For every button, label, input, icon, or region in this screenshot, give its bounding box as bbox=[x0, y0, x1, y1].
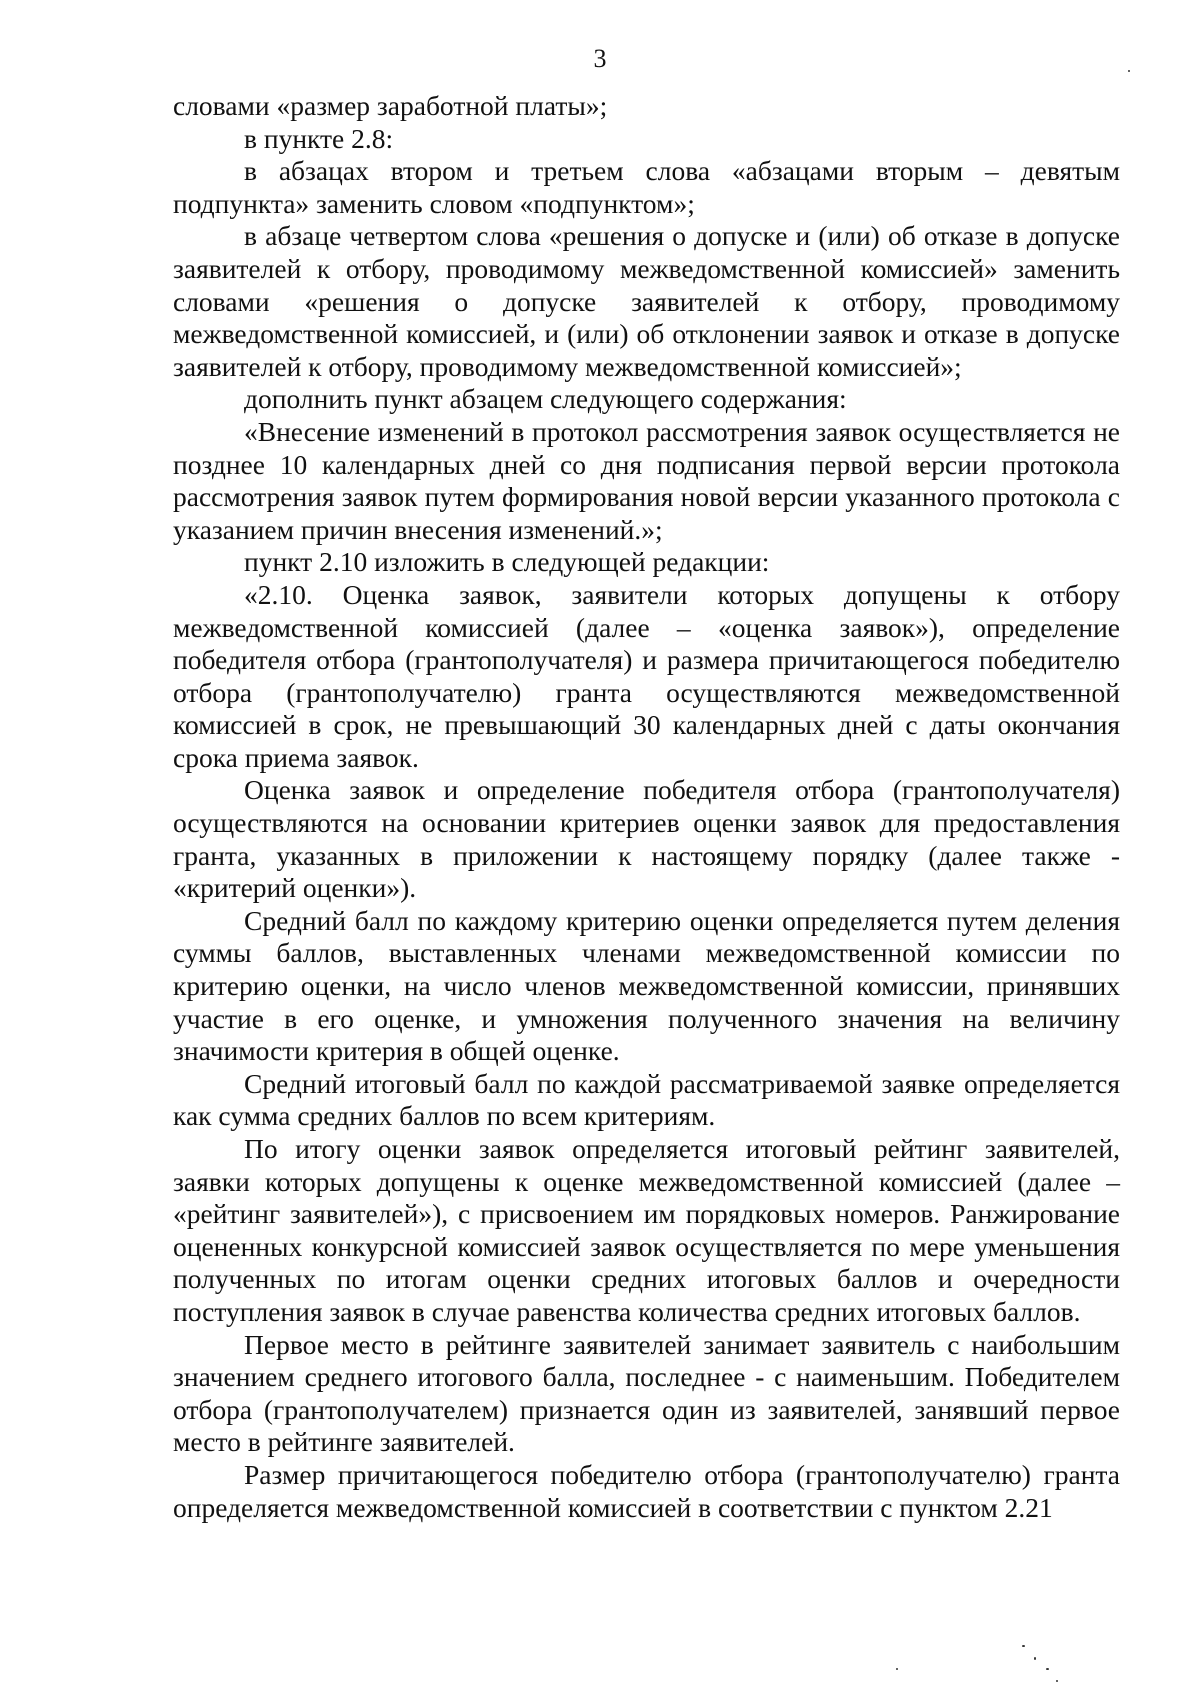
paragraph: Первое место в рейтинге заявителей занимает заявитель с наибольшим значением среднего итогового балла, последнее - с наименьшим. Победителем отбора (грантополучателем) признается один из заявителей, занявший первое место в рейтинге заявителей. bbox=[173, 1328, 1120, 1458]
paragraph: Средний балл по каждому критерию оценки определяется путем деления суммы баллов, выставленных членами межведомственной комиссии по критерию оценки, на число членов межведомственной комиссии, принявших участие в его оценке, и умножения полученного значения на величину значимости критерия в общей оценке. bbox=[173, 904, 1120, 1067]
paragraph: Оценка заявок и определение победителя отбора (грантополучателя) осуществляются на основании критериев оценки заявок для предоставления гранта, указанных в приложении к настоящему порядку (далее также - «критерий оценки»). bbox=[173, 774, 1120, 904]
scan-speck bbox=[1056, 1680, 1058, 1682]
paragraph: По итогу оценки заявок определяется итоговый рейтинг заявителей, заявки которых допущены к оценке межведомственной комиссией (далее – «рейтинг заявителей»), с присвоением им порядковых номеров. Ранжирование оцененных конкурсной комиссией заявок осуществляется по мере уменьшения полученных по итогам оценки средних итоговых баллов и очередности поступления заявок в случае равенства количества средних итоговых баллов. bbox=[173, 1133, 1120, 1327]
document-body bbox=[173, 90, 1120, 1524]
paragraph: Размер причитающегося победителю отбора (грантополучателю) гранта определяется межведомственной комиссией в соответствии с пунктом 2.21 bbox=[173, 1458, 1120, 1523]
paragraph: словами «размер заработной платы»; bbox=[173, 90, 608, 121]
page-number: 3 bbox=[593, 44, 607, 73]
paragraph: в абзацах втором и третьем слова «абзацами вторым – девятым подпункта» заменить словом «подпунктом»; bbox=[173, 155, 1120, 219]
scan-speck bbox=[1128, 70, 1130, 72]
paragraph: дополнить пункт абзацем следующего содержания: bbox=[244, 383, 847, 415]
paragraph: «Внесение изменений в протокол рассмотрения заявок осуществляется не позднее 10 календарных дней со дня подписания первой версии протокола рассмотрения заявок путем формирования новой версии указанного протокола с указанием причин внесения изменений.»; bbox=[173, 415, 1120, 545]
scan-speck bbox=[1046, 1668, 1049, 1670]
paragraph: пункт 2.10 изложить в следующей редакции: bbox=[244, 546, 770, 578]
paragraph: в абзаце четвертом слова «решения о допуске и (или) об отказе в допуске заявителей к отбору, проводимому межведомственной комиссией» заменить словами «решения о допуске заявителей к отбору, проводимому межведомственной комиссией, и (или) об отклонении заявок и отказе в допуске заявителей к отбору, проводимому межведомственной комиссией»; bbox=[173, 220, 1120, 382]
scan-speck bbox=[1034, 1657, 1036, 1660]
paragraph: «2.10. Оценка заявок, заявители которых допущены к отбору межведомственной комиссией (далее – «оценка заявок»), определение победителя отбора (грантополучателя) и размера причитающегося победителю отбора (грантополучателю) гранта осуществляются межведомственной комиссией в срок, не превышающий 30 календарных дней с даты окончания срока приема заявок. bbox=[173, 578, 1120, 773]
scan-speck bbox=[1022, 1645, 1025, 1647]
paragraph: Средний итоговый балл по каждой рассматриваемой заявке определяется как сумма средних баллов по всем критериям. bbox=[173, 1067, 1120, 1132]
paragraph: в пункте 2.8: bbox=[244, 122, 394, 154]
scan-speck bbox=[896, 1668, 898, 1670]
